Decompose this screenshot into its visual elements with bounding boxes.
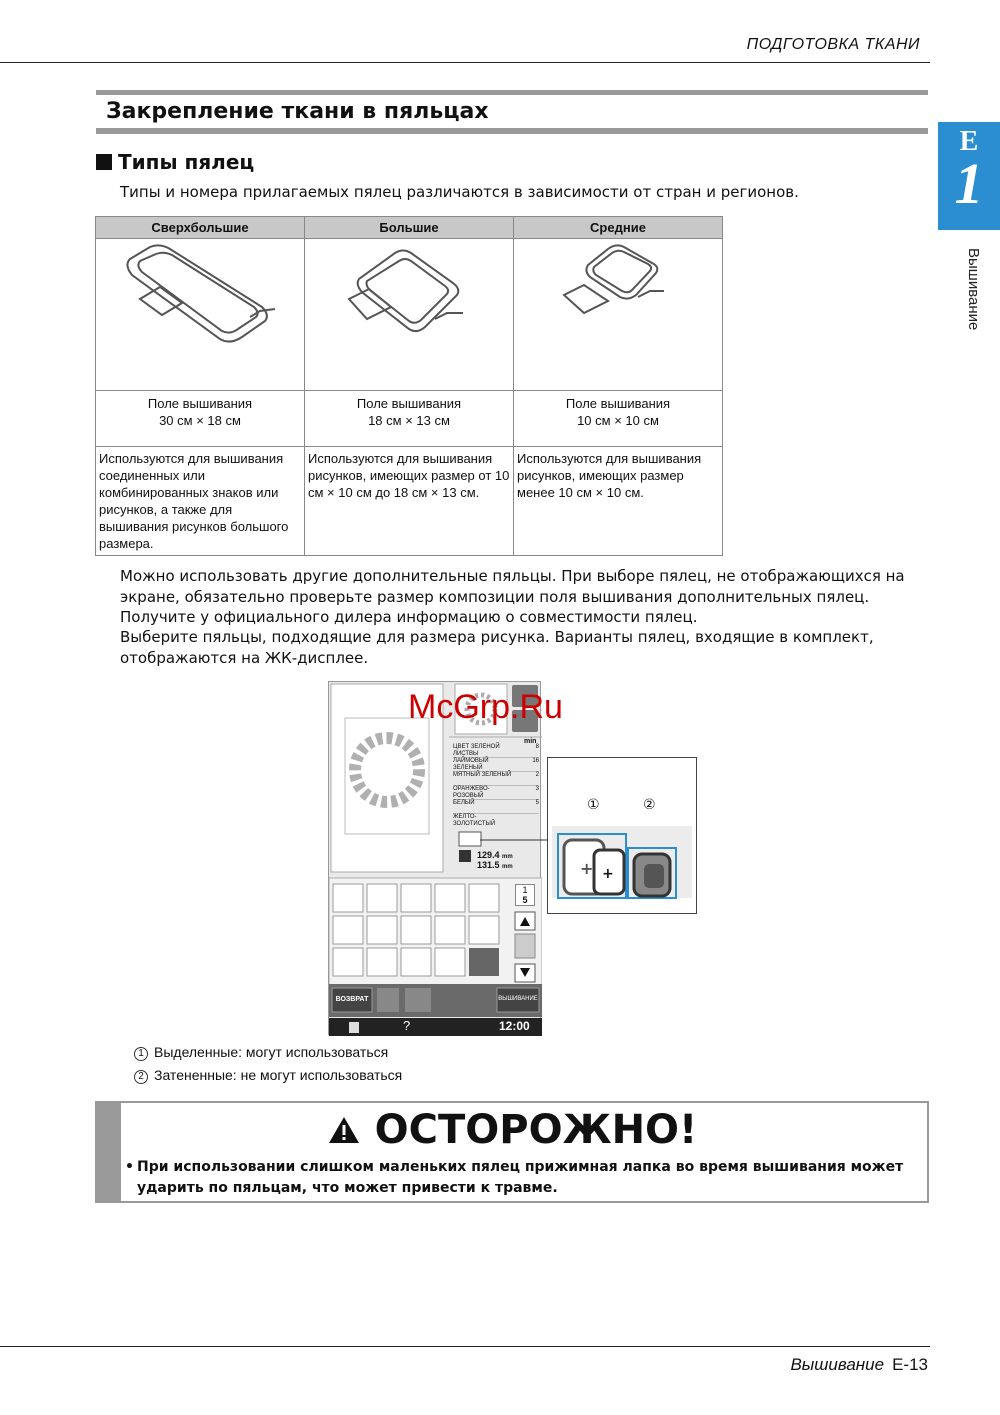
hoops-table — [95, 216, 723, 556]
thread-color-min: 5 — [535, 800, 539, 806]
svg-text:+: + — [580, 859, 594, 878]
hoop-use-l: Используются для вышивания рисунков, имеющих размер от 10 см × 10 см до 18 см × 13 см. — [305, 447, 514, 556]
hoop-header-xl: Сверхбольшие — [96, 217, 305, 239]
legend-text: Выделенные: могут использоваться — [154, 1044, 389, 1060]
side-tab-letter: E — [959, 126, 979, 157]
hoop-callout-box — [547, 757, 697, 914]
thread-color-name: ЛАЙМОВЫЙ ЗЕЛЕНЫЙ — [453, 758, 489, 771]
footer-section: Вышивание — [790, 1355, 885, 1374]
bullet-icon: • — [125, 1159, 134, 1175]
hoop-header-m: Средние — [514, 217, 723, 239]
field-size: 30 см × 18 см — [159, 413, 241, 428]
section-bar — [96, 90, 928, 134]
caution-title: ОСТОРОЖНО! — [374, 1107, 698, 1153]
section-title: Закрепление ткани в пяльцах — [106, 99, 489, 124]
legend-text: Затененные: не могут использоваться — [154, 1067, 403, 1083]
hoop-use-m: Используются для вышивания рисунков, имеющих размер менее 10 см × 10 см. — [514, 447, 723, 556]
thread-color-min: 16 — [532, 758, 539, 764]
help-button[interactable]: ? — [403, 1018, 411, 1033]
page-number: E-13 — [892, 1355, 928, 1374]
caution-box — [95, 1101, 929, 1203]
pattern-height: 131.5 mm — [477, 860, 513, 870]
legend-item — [134, 1044, 388, 1061]
page-header-title: ПОДГОТОВКА ТКАНИ — [746, 36, 920, 53]
legend-number: 1 — [134, 1047, 148, 1061]
medium-hoop-icon — [558, 239, 678, 329]
paragraph-select-hoop: Выберите пяльцы, подходящие для размера рисунка. Варианты пялец, входящие в комплект, отображаются на ЖК-дисплее. — [120, 628, 874, 667]
svg-text:+: + — [602, 866, 614, 882]
warning-triangle-icon — [327, 1115, 361, 1145]
thread-color-name: ЖЕЛТО-ЗОЛОТИСТЫЙ — [453, 814, 496, 827]
hoop-header-l: Большие — [305, 217, 514, 239]
clock: 12:00 — [499, 1019, 530, 1033]
hoop-use-xl: Используются для вышивания соединенных или комбинированных знаков или рисунков, а также для вышивания рисунков большого размера. — [96, 447, 305, 556]
header-rule — [0, 62, 930, 63]
field-label: Поле вышивания — [565, 396, 671, 411]
page-indicator: 1 5 — [515, 884, 535, 906]
subsection-title: Типы пялец — [118, 150, 255, 174]
hoop-image-l — [305, 239, 514, 391]
extra-large-hoop-icon — [110, 239, 290, 349]
field-size: 18 см × 13 см — [368, 413, 450, 428]
side-tab — [938, 122, 1000, 230]
hoop-size-xl — [96, 391, 305, 447]
subsection-heading — [96, 150, 254, 174]
thread-color-min: 2 — [535, 772, 539, 778]
legend-number: 2 — [134, 1070, 148, 1084]
caution-text-content: При использовании слишком маленьких пялец прижимная лапка во время вышивания может ударить по пяльцам, что может привести к травме. — [137, 1159, 904, 1196]
callout-number-1: ① — [587, 796, 600, 812]
min-label: min — [524, 738, 537, 745]
callout-number-2: ② — [643, 796, 656, 812]
hoop-buttons-zoom — [548, 758, 698, 915]
field-label: Поле вышивания — [356, 396, 462, 411]
square-bullet-icon — [96, 154, 112, 170]
page-footer — [790, 1355, 928, 1375]
pattern-width: 129.4 mm — [477, 850, 513, 860]
hoop-image-m — [514, 239, 723, 391]
embroider-button[interactable]: ВЫШИВАНИЕ — [498, 996, 538, 1002]
legend-item — [134, 1067, 402, 1084]
paragraph-optional-hoops: Можно использовать другие дополнительные пяльцы. При выборе пялец, не отображающихся на экране, обязательно проверьте размер композиции поля вышивания дополнительных пялец. Получите у официального дилера информацию о совместимости пялец. — [120, 567, 905, 626]
thread-color-min: 3 — [535, 786, 539, 792]
thread-color-name: ЦВЕТ ЗЕЛЕНОЙ ЛИСТВЫ — [453, 744, 500, 757]
subsection-intro: Типы и номера прилагаемых пялец различаются в зависимости от стран и регионов. — [120, 183, 799, 201]
field-label: Поле вышивания — [147, 396, 253, 411]
thread-color-name: ОРАНЖЕВО-РОЗОВЫЙ — [453, 786, 490, 799]
thread-color-name: БЕЛЫЙ — [453, 800, 475, 806]
manual-icon — [349, 1022, 359, 1033]
watermark: McGrp.Ru — [408, 688, 563, 726]
footer-rule — [0, 1346, 930, 1347]
thread-color-name: МЯТНЫЙ ЗЕЛЕНЫЙ — [453, 772, 512, 778]
thread-color-min: 8 — [535, 744, 539, 750]
hoop-size-l — [305, 391, 514, 447]
side-tab-label: Вышивание — [965, 248, 982, 331]
field-size: 10 см × 10 см — [577, 413, 659, 428]
caution-text — [125, 1157, 913, 1199]
large-hoop-icon — [339, 239, 479, 349]
caution-heading — [97, 1107, 927, 1153]
hoop-size-m — [514, 391, 723, 447]
hoop-image-xl — [96, 239, 305, 391]
back-button[interactable]: ВОЗВРАТ — [335, 996, 369, 1003]
side-tab-number: 1 — [954, 151, 984, 216]
